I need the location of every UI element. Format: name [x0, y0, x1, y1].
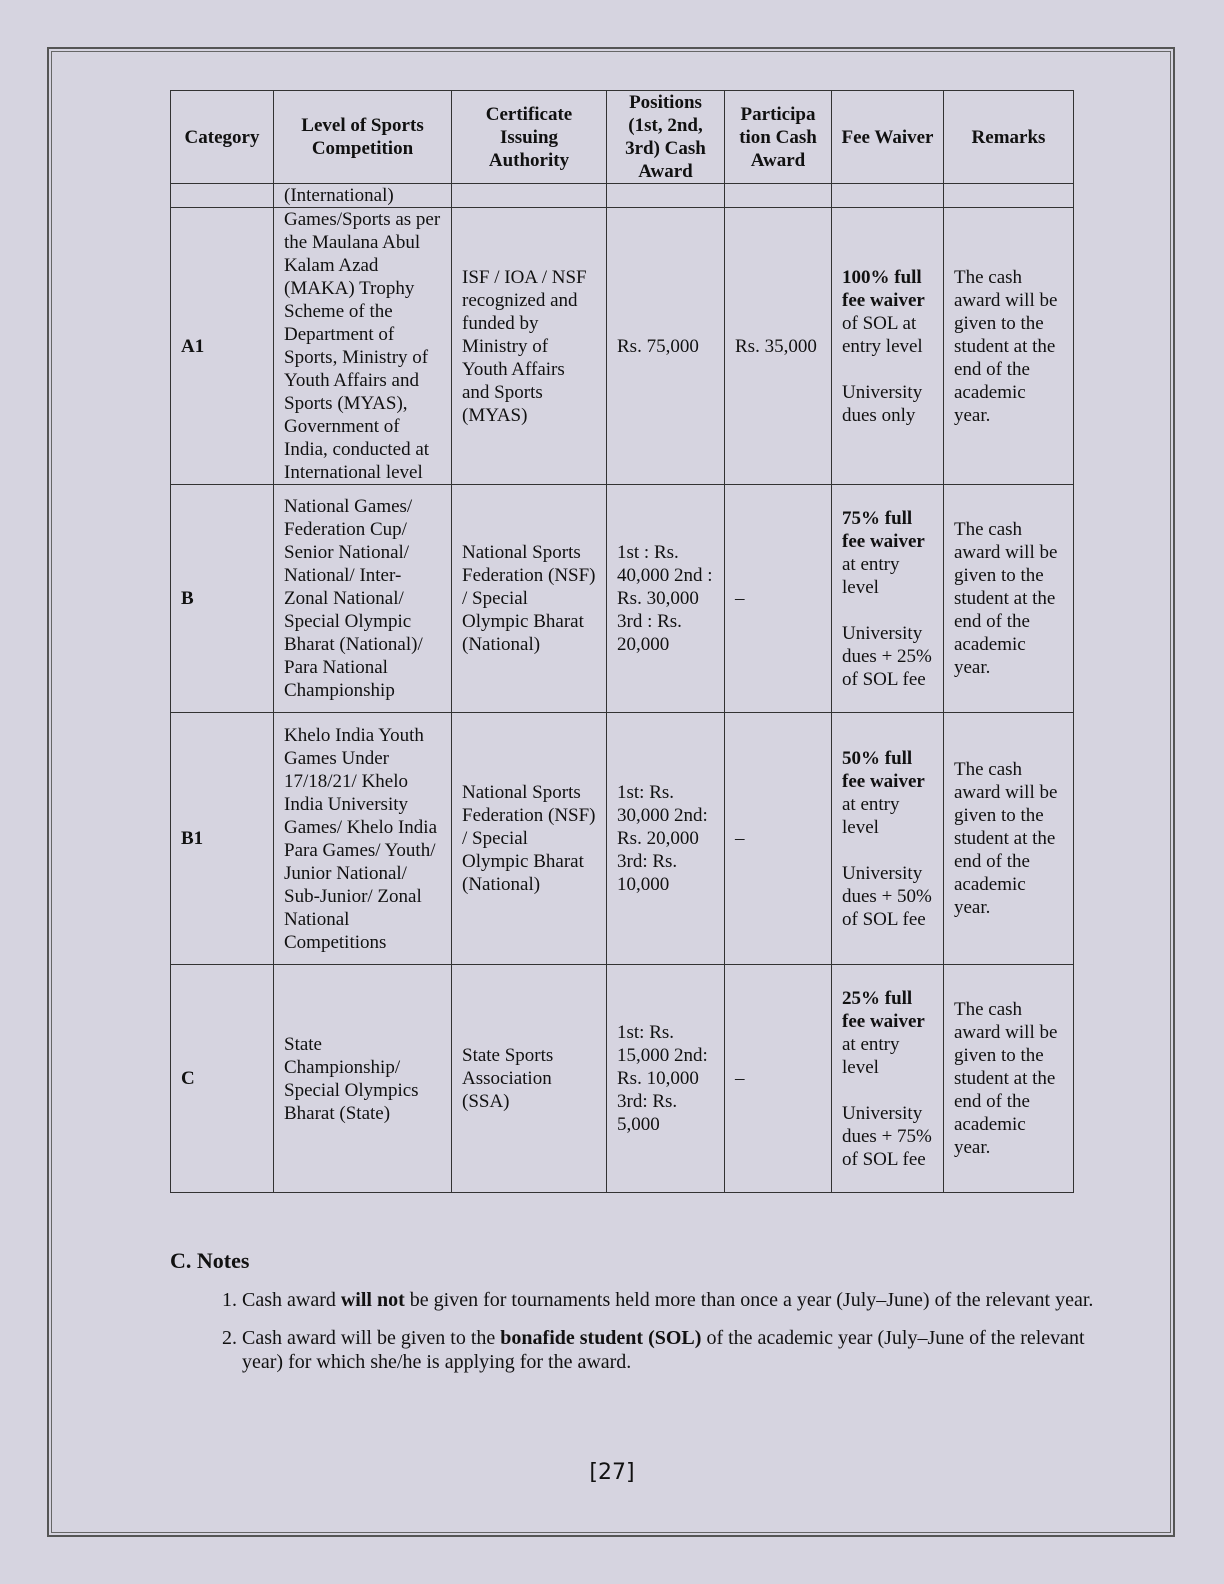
table-row: [171, 485, 1074, 713]
note-text: of the academic year (July–June of the relevant year) for which she/he is applying for the award.: [242, 1327, 1085, 1373]
cell-category: B1: [171, 713, 274, 965]
cell-level: Games/Sports as per the Maulana Abul Kalam Azad (MAKA) Trophy Scheme of the Department of Sports, Ministry of Youth Affairs and Sports (MYAS), Government of India, conducted at International level: [274, 208, 452, 485]
cell-level: National Games/ Federation Cup/ Senior National/ National/ Inter-Zonal National/ Special Olympic Bharat (National)/ Para National Championship: [274, 485, 452, 713]
header-level: Level of Sports Competition: [274, 91, 452, 184]
cell-fee-waiver: [832, 713, 944, 965]
fee-waiver-dues: University dues + 25% of SOL fee: [842, 622, 932, 690]
cell-empty: [725, 184, 832, 208]
fee-waiver-dues: University dues only: [842, 381, 923, 426]
fee-waiver-percent: 25% full fee waiver: [842, 987, 925, 1032]
cell-level: State Championship/ Special Olympics Bharat (State): [274, 965, 452, 1193]
header-fee-waiver: Fee Waiver: [832, 91, 944, 184]
fee-waiver-dues: University dues + 75% of SOL fee: [842, 1102, 932, 1170]
cell-authority: ISF / IOA / NSF recognized and funded by Ministry of Youth Affairs and Sports (MYAS): [452, 208, 607, 485]
cell-fee-waiver: [832, 208, 944, 485]
cell-empty: [832, 184, 944, 208]
cell-positions: Rs. 75,000: [607, 208, 725, 485]
cell-fee-waiver: [832, 965, 944, 1193]
note-text: Cash award will be given to the: [242, 1327, 501, 1349]
fee-waiver-detail: of SOL at entry level: [842, 312, 923, 357]
fee-waiver-percent: 50% full fee waiver: [842, 747, 925, 792]
notes-heading: C. Notes: [170, 1248, 250, 1273]
cell-category: A1: [171, 208, 274, 485]
table-header-row: [171, 91, 1074, 184]
note-item: [242, 1326, 1112, 1374]
cell-category: C: [171, 965, 274, 1193]
cell-authority: National Sports Federation (NSF) / Special Olympic Bharat (National): [452, 713, 607, 965]
cell-positions: 1st: Rs. 15,000 2nd: Rs. 10,000 3rd: Rs. 5,000: [607, 965, 725, 1193]
fee-waiver-detail: at entry level: [842, 553, 900, 598]
cell-empty: [171, 184, 274, 208]
cell-remarks: The cash award will be given to the student at the end of the academic year.: [944, 965, 1074, 1193]
cell-remarks: The cash award will be given to the student at the end of the academic year.: [944, 485, 1074, 713]
fee-waiver-dues: University dues + 50% of SOL fee: [842, 862, 932, 930]
fee-waiver-detail: at entry level: [842, 793, 900, 838]
cell-participation: –: [725, 485, 832, 713]
header-category: Category: [171, 91, 274, 184]
cell-remarks: The cash award will be given to the student at the end of the academic year.: [944, 208, 1074, 485]
sports-awards-table: [170, 90, 1074, 1193]
page-number: [27]: [589, 1460, 635, 1485]
note-text: be given for tournaments held more than once a year (July–June) of the relevant year.: [404, 1289, 1094, 1311]
cell-positions: 1st: Rs. 30,000 2nd: Rs. 20,000 3rd: Rs. 10,000: [607, 713, 725, 965]
cell-remarks: The cash award will be given to the student at the end of the academic year.: [944, 713, 1074, 965]
cell-fee-waiver: [832, 485, 944, 713]
cell-empty: [452, 184, 607, 208]
cell-empty: [607, 184, 725, 208]
note-emphasis: will not: [340, 1289, 405, 1311]
note-item: [242, 1288, 1112, 1312]
cell-participation: –: [725, 965, 832, 1193]
fee-waiver-detail: at entry level: [842, 1033, 900, 1078]
fee-waiver-percent: 100% full fee waiver: [842, 266, 925, 311]
table-row: [171, 713, 1074, 965]
header-positions: Positions (1st, 2nd, 3rd) Cash Award: [607, 91, 725, 184]
table-row: [171, 208, 1074, 485]
cell-participation: –: [725, 713, 832, 965]
notes-list: [200, 1288, 1112, 1388]
cell-empty: [944, 184, 1074, 208]
header-authority: Certificate Issuing Authority: [452, 91, 607, 184]
note-emphasis: bonafide student (SOL): [500, 1327, 702, 1349]
header-participation: Participa tion Cash Award: [725, 91, 832, 184]
cell-positions: 1st : Rs. 40,000 2nd : Rs. 30,000 3rd : Rs. 20,000: [607, 485, 725, 713]
cell-level: Khelo India Youth Games Under 17/18/21/ Khelo India University Games/ Khelo India Para Games/ Youth/ Junior National/ Sub-Junior/ Zonal National Competitions: [274, 713, 452, 965]
fee-waiver-percent: 75% full fee waiver: [842, 507, 925, 552]
cell-authority: State Sports Association (SSA): [452, 965, 607, 1193]
table-row: [171, 965, 1074, 1193]
cell-category: B: [171, 485, 274, 713]
table-row-continuation: [171, 184, 1074, 208]
cell-level: (International): [274, 184, 452, 208]
note-text: Cash award: [242, 1289, 341, 1311]
header-remarks: Remarks: [944, 91, 1074, 184]
cell-authority: National Sports Federation (NSF) / Special Olympic Bharat (National): [452, 485, 607, 713]
cell-participation: Rs. 35,000: [725, 208, 832, 485]
